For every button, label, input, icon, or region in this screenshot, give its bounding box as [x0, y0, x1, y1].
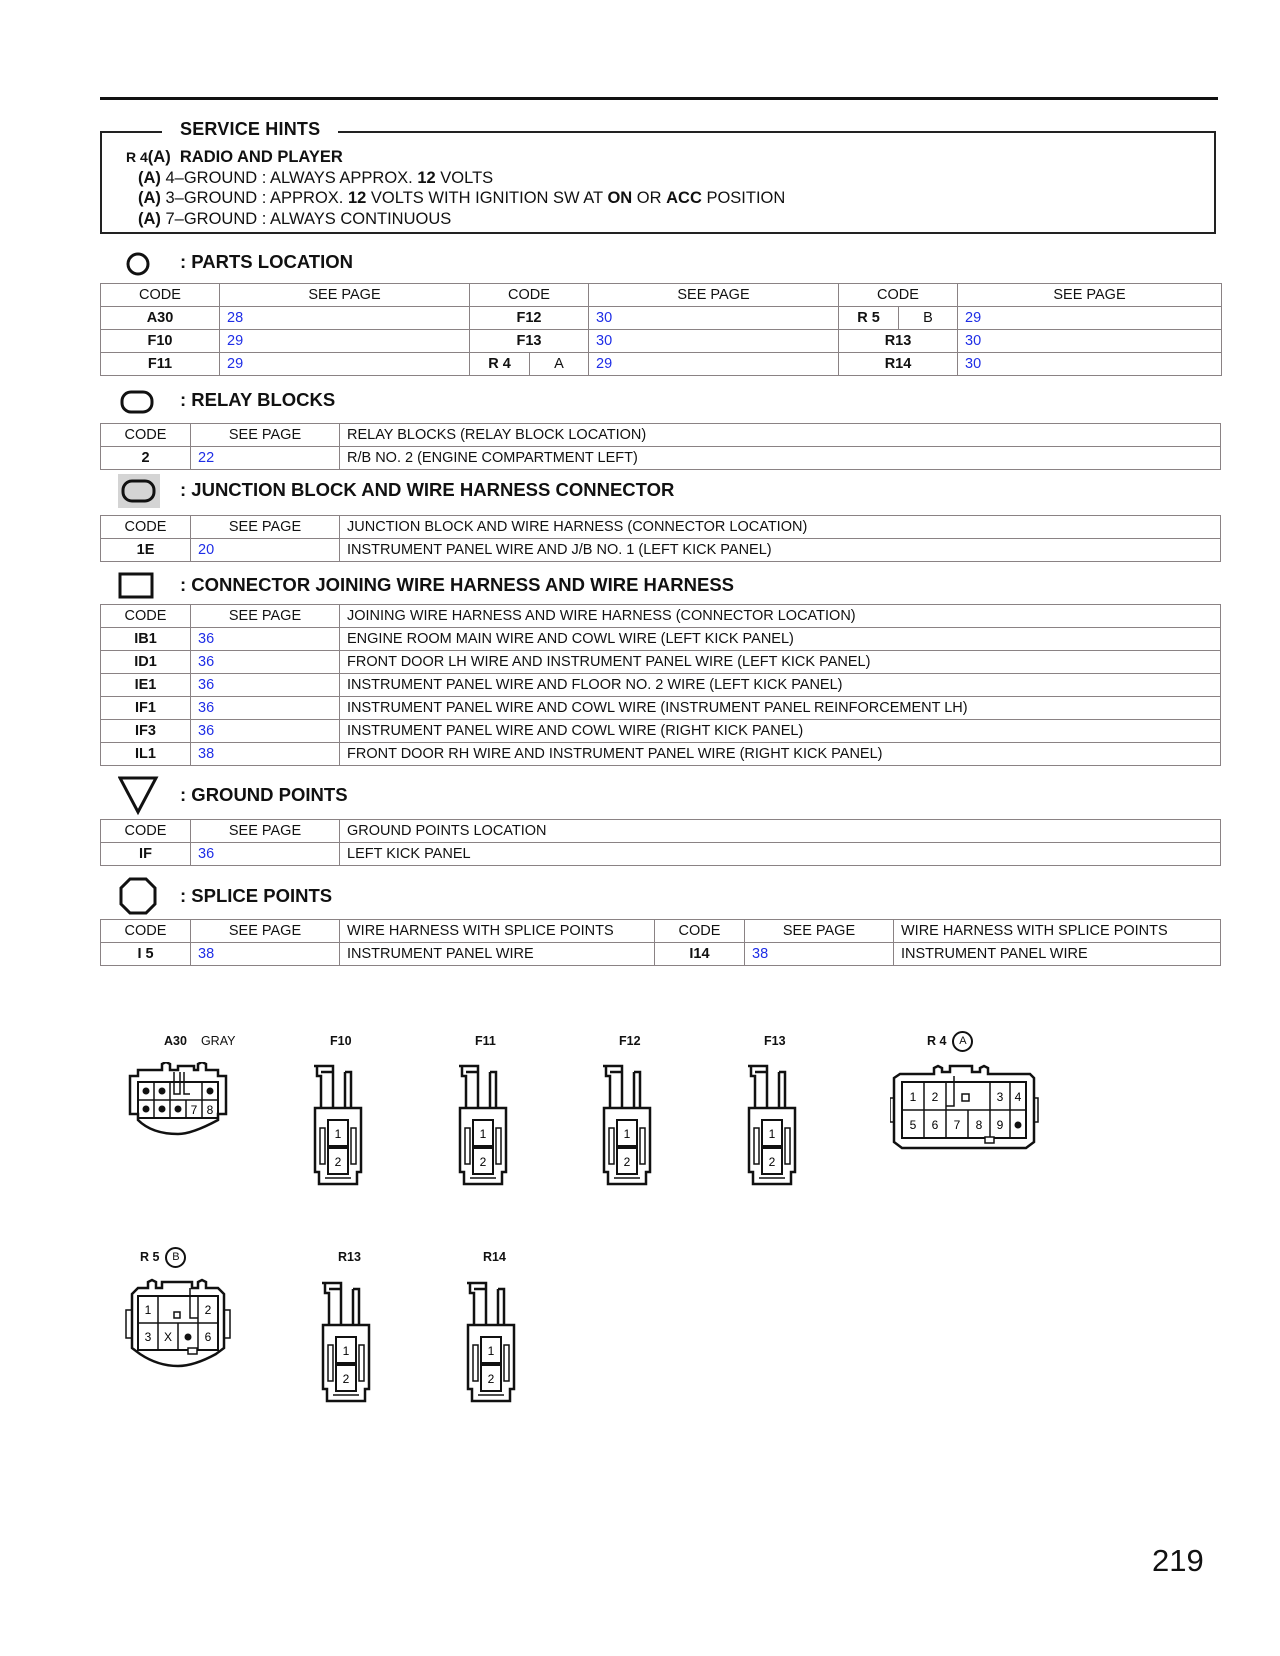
connector-label-r13: R13 — [338, 1250, 361, 1264]
svg-text:6: 6 — [204, 1330, 212, 1344]
service-hint-line: (A) 4–GROUND : ALWAYS APPROX. 12 VOLTS — [138, 168, 494, 187]
page-link[interactable]: 30 — [958, 353, 1222, 376]
service-hints-box — [100, 119, 1216, 234]
page-link[interactable]: 38 — [191, 943, 340, 966]
splice-points-table — [100, 919, 1221, 966]
connector-label-a30: A30 GRAY — [164, 1034, 236, 1048]
component-connector: (A) — [147, 148, 171, 166]
service-hints-title: SERVICE HINTS — [162, 119, 338, 140]
ground-points-heading: : GROUND POINTS — [118, 772, 348, 818]
svg-text:1: 1 — [342, 1344, 350, 1358]
table-header-row: CODE SEE PAGE JUNCTION BLOCK AND WIRE HARNESS (CONNECTOR LOCATION) — [101, 516, 1221, 539]
svg-text:1: 1 — [144, 1303, 152, 1317]
component-code: R 4 — [126, 149, 148, 165]
svg-text:2: 2 — [931, 1090, 939, 1104]
svg-text:7: 7 — [953, 1118, 961, 1132]
table-header-row: CODE SEE PAGE GROUND POINTS LOCATION — [101, 820, 1221, 843]
connector-r13-diagram — [319, 1279, 379, 1409]
connector-f12-diagram — [600, 1062, 660, 1192]
connector-f10-diagram — [311, 1062, 371, 1192]
page-link[interactable]: 22 — [191, 447, 340, 470]
page-link[interactable]: 30 — [589, 330, 839, 353]
page-link[interactable]: 36 — [191, 628, 340, 651]
connector-r4-diagram — [890, 1062, 1040, 1162]
splice-points-heading: : SPLICE POINTS — [118, 873, 332, 919]
table-row: IE1 36 INSTRUMENT PANEL WIRE AND FLOOR NO. 2 WIRE (LEFT KICK PANEL) — [101, 674, 1221, 697]
svg-text:5: 5 — [909, 1118, 917, 1132]
connector-badge-a: A — [952, 1031, 973, 1052]
table-row: IF3 36 INSTRUMENT PANEL WIRE AND COWL WIRE (RIGHT KICK PANEL) — [101, 720, 1221, 743]
junction-blocks-heading: : JUNCTION BLOCK AND WIRE HARNESS CONNECTOR — [118, 470, 674, 510]
svg-text:3: 3 — [144, 1330, 152, 1344]
page-link[interactable]: 36 — [191, 674, 340, 697]
service-hint-line: (A) 7–GROUND : ALWAYS CONTINUOUS — [138, 209, 452, 228]
svg-text:2: 2 — [334, 1155, 342, 1169]
table-row: F10 29 F13 30 R13 30 — [101, 330, 1222, 353]
shaded-rounded-rect-icon — [118, 470, 178, 510]
table-row: IF1 36 INSTRUMENT PANEL WIRE AND COWL WIRE (INSTRUMENT PANEL REINFORCEMENT LH) — [101, 697, 1221, 720]
connector-r14-diagram — [464, 1279, 524, 1409]
page-link[interactable]: 30 — [958, 330, 1222, 353]
connector-r5-diagram — [124, 1278, 234, 1374]
svg-text:1: 1 — [623, 1127, 631, 1141]
top-rule — [100, 97, 1218, 100]
octagon-icon — [118, 873, 178, 919]
page-link[interactable]: 30 — [589, 307, 839, 330]
page-link[interactable]: 28 — [220, 307, 470, 330]
svg-text:1: 1 — [909, 1090, 917, 1104]
parts-location-heading: : PARTS LOCATION — [118, 242, 353, 282]
service-hints-lines — [126, 147, 785, 229]
page-link[interactable]: 36 — [191, 651, 340, 674]
table-header-row: CODE SEE PAGE CODE SEE PAGE CODE SEE PAGE — [101, 284, 1222, 307]
page-link[interactable]: 36 — [191, 843, 340, 866]
table-header-row: CODE SEE PAGE RELAY BLOCKS (RELAY BLOCK LOCATION) — [101, 424, 1221, 447]
svg-text:8: 8 — [206, 1103, 214, 1117]
svg-text:2: 2 — [623, 1155, 631, 1169]
joining-connectors-heading: : CONNECTOR JOINING WIRE HARNESS AND WIRE HARNESS — [118, 565, 734, 605]
svg-text:8: 8 — [975, 1118, 983, 1132]
svg-text:X: X — [163, 1330, 173, 1344]
svg-text:9: 9 — [996, 1118, 1004, 1132]
square-icon — [118, 565, 178, 605]
junction-blocks-table — [100, 515, 1221, 562]
table-row: I 5 38 INSTRUMENT PANEL WIRE I14 38 INSTRUMENT PANEL WIRE — [101, 943, 1221, 966]
service-hint-line: (A) 3–GROUND : APPROX. 12 VOLTS WITH IGNITION SW AT ON OR ACC POSITION — [138, 189, 786, 207]
table-row: F11 29 R 4 A 29 R14 30 — [101, 353, 1222, 376]
page-link[interactable]: 20 — [191, 539, 340, 562]
svg-text:1: 1 — [487, 1344, 495, 1358]
joining-connectors-table — [100, 604, 1221, 766]
ground-points-table — [100, 819, 1221, 866]
svg-text:1: 1 — [479, 1127, 487, 1141]
connector-label-r14: R14 — [483, 1250, 506, 1264]
circle-icon — [118, 242, 178, 282]
table-row: IB1 36 ENGINE ROOM MAIN WIRE AND COWL WIRE (LEFT KICK PANEL) — [101, 628, 1221, 651]
svg-text:6: 6 — [931, 1118, 939, 1132]
table-row: 2 22 R/B NO. 2 (ENGINE COMPARTMENT LEFT) — [101, 447, 1221, 470]
triangle-down-icon — [118, 772, 178, 818]
connector-f11-diagram — [456, 1062, 516, 1192]
svg-text:2: 2 — [479, 1155, 487, 1169]
svg-text:2: 2 — [487, 1372, 495, 1386]
relay-blocks-table — [100, 423, 1221, 470]
table-row: IF 36 LEFT KICK PANEL — [101, 843, 1221, 866]
svg-text:3: 3 — [996, 1090, 1004, 1104]
relay-blocks-heading: : RELAY BLOCKS — [118, 380, 335, 420]
connector-badge-b: B — [165, 1247, 186, 1268]
connector-label-r4: R 4 A — [927, 1031, 973, 1052]
svg-text:2: 2 — [768, 1155, 776, 1169]
page-link[interactable]: 29 — [958, 307, 1222, 330]
page-link[interactable]: 29 — [589, 353, 839, 376]
connector-label-f10: F10 — [330, 1034, 352, 1048]
rounded-rect-icon — [118, 380, 178, 420]
table-row: A30 28 F12 30 R 5 B 29 — [101, 307, 1222, 330]
connector-label-f13: F13 — [764, 1034, 786, 1048]
table-row: 1E 20 INSTRUMENT PANEL WIRE AND J/B NO. 1 (LEFT KICK PANEL) — [101, 539, 1221, 562]
connector-label-r5: R 5 B — [140, 1247, 186, 1268]
connector-label-f11: F11 — [475, 1034, 496, 1048]
connector-a30-diagram — [122, 1062, 232, 1142]
page-number: 219 — [1152, 1543, 1204, 1578]
connector-label-f12: F12 — [619, 1034, 641, 1048]
table-row: ID1 36 FRONT DOOR LH WIRE AND INSTRUMENT PANEL WIRE (LEFT KICK PANEL) — [101, 651, 1221, 674]
svg-text:1: 1 — [334, 1127, 342, 1141]
parts-location-table — [100, 283, 1222, 376]
connector-f13-diagram — [745, 1062, 805, 1192]
page-link[interactable]: 36 — [191, 720, 340, 743]
table-header-row: CODE SEE PAGE WIRE HARNESS WITH SPLICE POINTS CODE SEE PAGE WIRE HARNESS WITH SPLICE POINTS — [101, 920, 1221, 943]
table-row: IL1 38 FRONT DOOR RH WIRE AND INSTRUMENT PANEL WIRE (RIGHT KICK PANEL) — [101, 743, 1221, 766]
page-link[interactable]: 36 — [191, 697, 340, 720]
svg-text:4: 4 — [1014, 1090, 1022, 1104]
svg-text:2: 2 — [342, 1372, 350, 1386]
page-link[interactable]: 29 — [220, 330, 470, 353]
table-header-row: CODE SEE PAGE JOINING WIRE HARNESS AND WIRE HARNESS (CONNECTOR LOCATION) — [101, 605, 1221, 628]
page-link[interactable]: 29 — [220, 353, 470, 376]
page-link[interactable]: 38 — [191, 743, 340, 766]
svg-text:7: 7 — [190, 1103, 198, 1117]
component-name: RADIO AND PLAYER — [179, 148, 343, 166]
svg-text:2: 2 — [204, 1303, 212, 1317]
svg-text:1: 1 — [768, 1127, 776, 1141]
service-hints-component — [126, 147, 785, 168]
page-link[interactable]: 38 — [745, 943, 894, 966]
